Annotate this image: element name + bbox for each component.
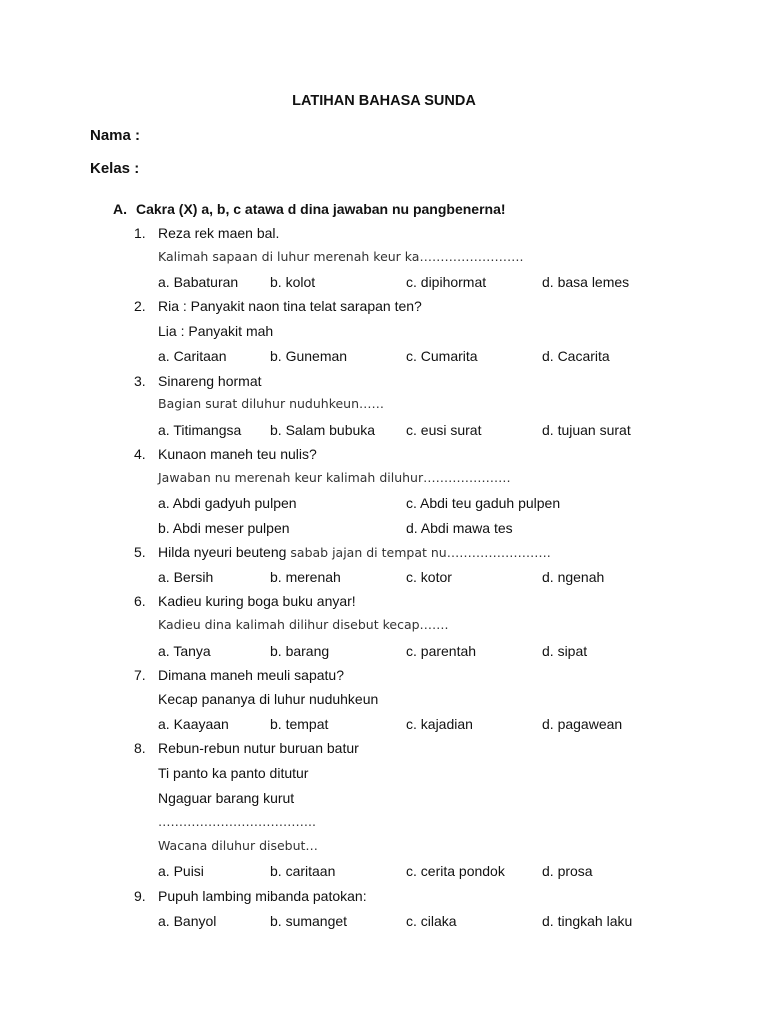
section-instruction: Cakra (X) a, b, c atawa d dina jawaban nu pangbenerna!: [136, 201, 506, 217]
question-number: 6.: [134, 593, 146, 609]
question-prompt: Kadieu dina kalimah dilihur disebut kecap…….: [158, 617, 449, 632]
option-b[interactable]: b. barang: [270, 643, 330, 659]
question-text: Dimana maneh meuli sapatu?: [158, 667, 344, 683]
blank-dots: ………………………………..: [158, 814, 316, 829]
option-c[interactable]: c. kotor: [406, 569, 452, 585]
question-number: 1.: [134, 225, 146, 241]
question-line: Ti panto ka panto ditutur: [158, 765, 309, 781]
question-text-tail: sabab jajan di tempat nu…………………….: [286, 545, 551, 560]
option-d[interactable]: d. tingkah laku: [542, 913, 633, 929]
option-c[interactable]: c. dipihormat: [406, 274, 487, 290]
question-text-main: Hilda nyeuri beuteng: [158, 544, 287, 560]
option-b[interactable]: b. Salam bubuka: [270, 422, 376, 438]
question-prompt: Kalimah sapaan di luhur merenah keur ka…………………….: [158, 249, 524, 264]
question-prompt: Wacana diluhur disebut…: [158, 838, 318, 853]
question-number: 3.: [134, 373, 146, 389]
question-number: 7.: [134, 667, 146, 683]
option-c[interactable]: c. parentah: [406, 643, 477, 659]
option-a[interactable]: a. Kaayaan: [158, 716, 229, 732]
question-line: Kecap pananya di luhur nuduhkeun: [158, 691, 379, 707]
option-a[interactable]: a. Babaturan: [158, 274, 239, 290]
page-title: LATIHAN BAHASA SUNDA: [292, 93, 476, 109]
option-c[interactable]: c. Abdi teu gaduh pulpen: [406, 495, 561, 511]
question-text: Reza rek maen bal.: [158, 225, 280, 241]
option-c[interactable]: c. eusi surat: [406, 422, 482, 438]
option-d[interactable]: d. prosa: [542, 863, 593, 879]
option-d[interactable]: d. tujuan surat: [542, 422, 631, 438]
option-d[interactable]: d. Abdi mawa tes: [406, 520, 513, 536]
option-a[interactable]: a. Abdi gadyuh pulpen: [158, 495, 297, 511]
option-a[interactable]: a. Titimangsa: [158, 422, 242, 438]
section-letter: A.: [113, 201, 127, 217]
option-b[interactable]: b. sumanget: [270, 913, 348, 929]
option-c[interactable]: c. Cumarita: [406, 348, 478, 364]
question-number: 5.: [134, 544, 146, 560]
option-b[interactable]: b. Abdi meser pulpen: [158, 520, 290, 536]
question-text: Sinareng hormat: [158, 373, 262, 389]
option-a[interactable]: a. Caritaan: [158, 348, 227, 364]
nama-label: Nama :: [90, 127, 141, 144]
option-c[interactable]: c. cilaka: [406, 913, 457, 929]
option-c[interactable]: c. kajadian: [406, 716, 473, 732]
question-line: Lia : Panyakit mah: [158, 323, 274, 339]
option-d[interactable]: d. sipat: [542, 643, 588, 659]
option-d[interactable]: d. basa lemes: [542, 274, 630, 290]
option-b[interactable]: b. tempat: [270, 716, 329, 732]
kelas-label: Kelas :: [90, 160, 140, 177]
option-d[interactable]: d. Cacarita: [542, 348, 610, 364]
question-text: Kadieu kuring boga buku anyar!: [158, 593, 356, 609]
option-c[interactable]: c. cerita pondok: [406, 863, 505, 879]
question-text: Kunaon maneh teu nulis?: [158, 446, 317, 462]
option-b[interactable]: b. caritaan: [270, 863, 336, 879]
question-number: 2.: [134, 298, 146, 314]
question-prompt: Jawaban nu merenah keur kalimah diluhur…………………: [158, 470, 511, 485]
question-line: Ngaguar barang kurut: [158, 790, 295, 806]
question-number: 4.: [134, 446, 146, 462]
option-a[interactable]: a. Puisi: [158, 863, 204, 879]
question-text: Ria : Panyakit naon tina telat sarapan ten?: [158, 298, 422, 314]
option-a[interactable]: a. Tanya: [158, 643, 211, 659]
question-number: 9.: [134, 888, 146, 904]
question-text: Pupuh lambing mibanda patokan:: [158, 888, 367, 904]
question-number: 8.: [134, 740, 146, 756]
question-text: [158, 545, 551, 560]
option-d[interactable]: d. ngenah: [542, 569, 605, 585]
question-prompt: Bagian surat diluhur nuduhkeun……: [158, 396, 385, 411]
option-d[interactable]: d. pagawean: [542, 716, 623, 732]
option-a[interactable]: a. Banyol: [158, 913, 217, 929]
option-b[interactable]: b. merenah: [270, 569, 341, 585]
question-text: Rebun-rebun nutur buruan batur: [158, 740, 359, 756]
option-b[interactable]: b. Guneman: [270, 348, 348, 364]
option-a[interactable]: a. Bersih: [158, 569, 214, 585]
option-b[interactable]: b. kolot: [270, 274, 316, 290]
